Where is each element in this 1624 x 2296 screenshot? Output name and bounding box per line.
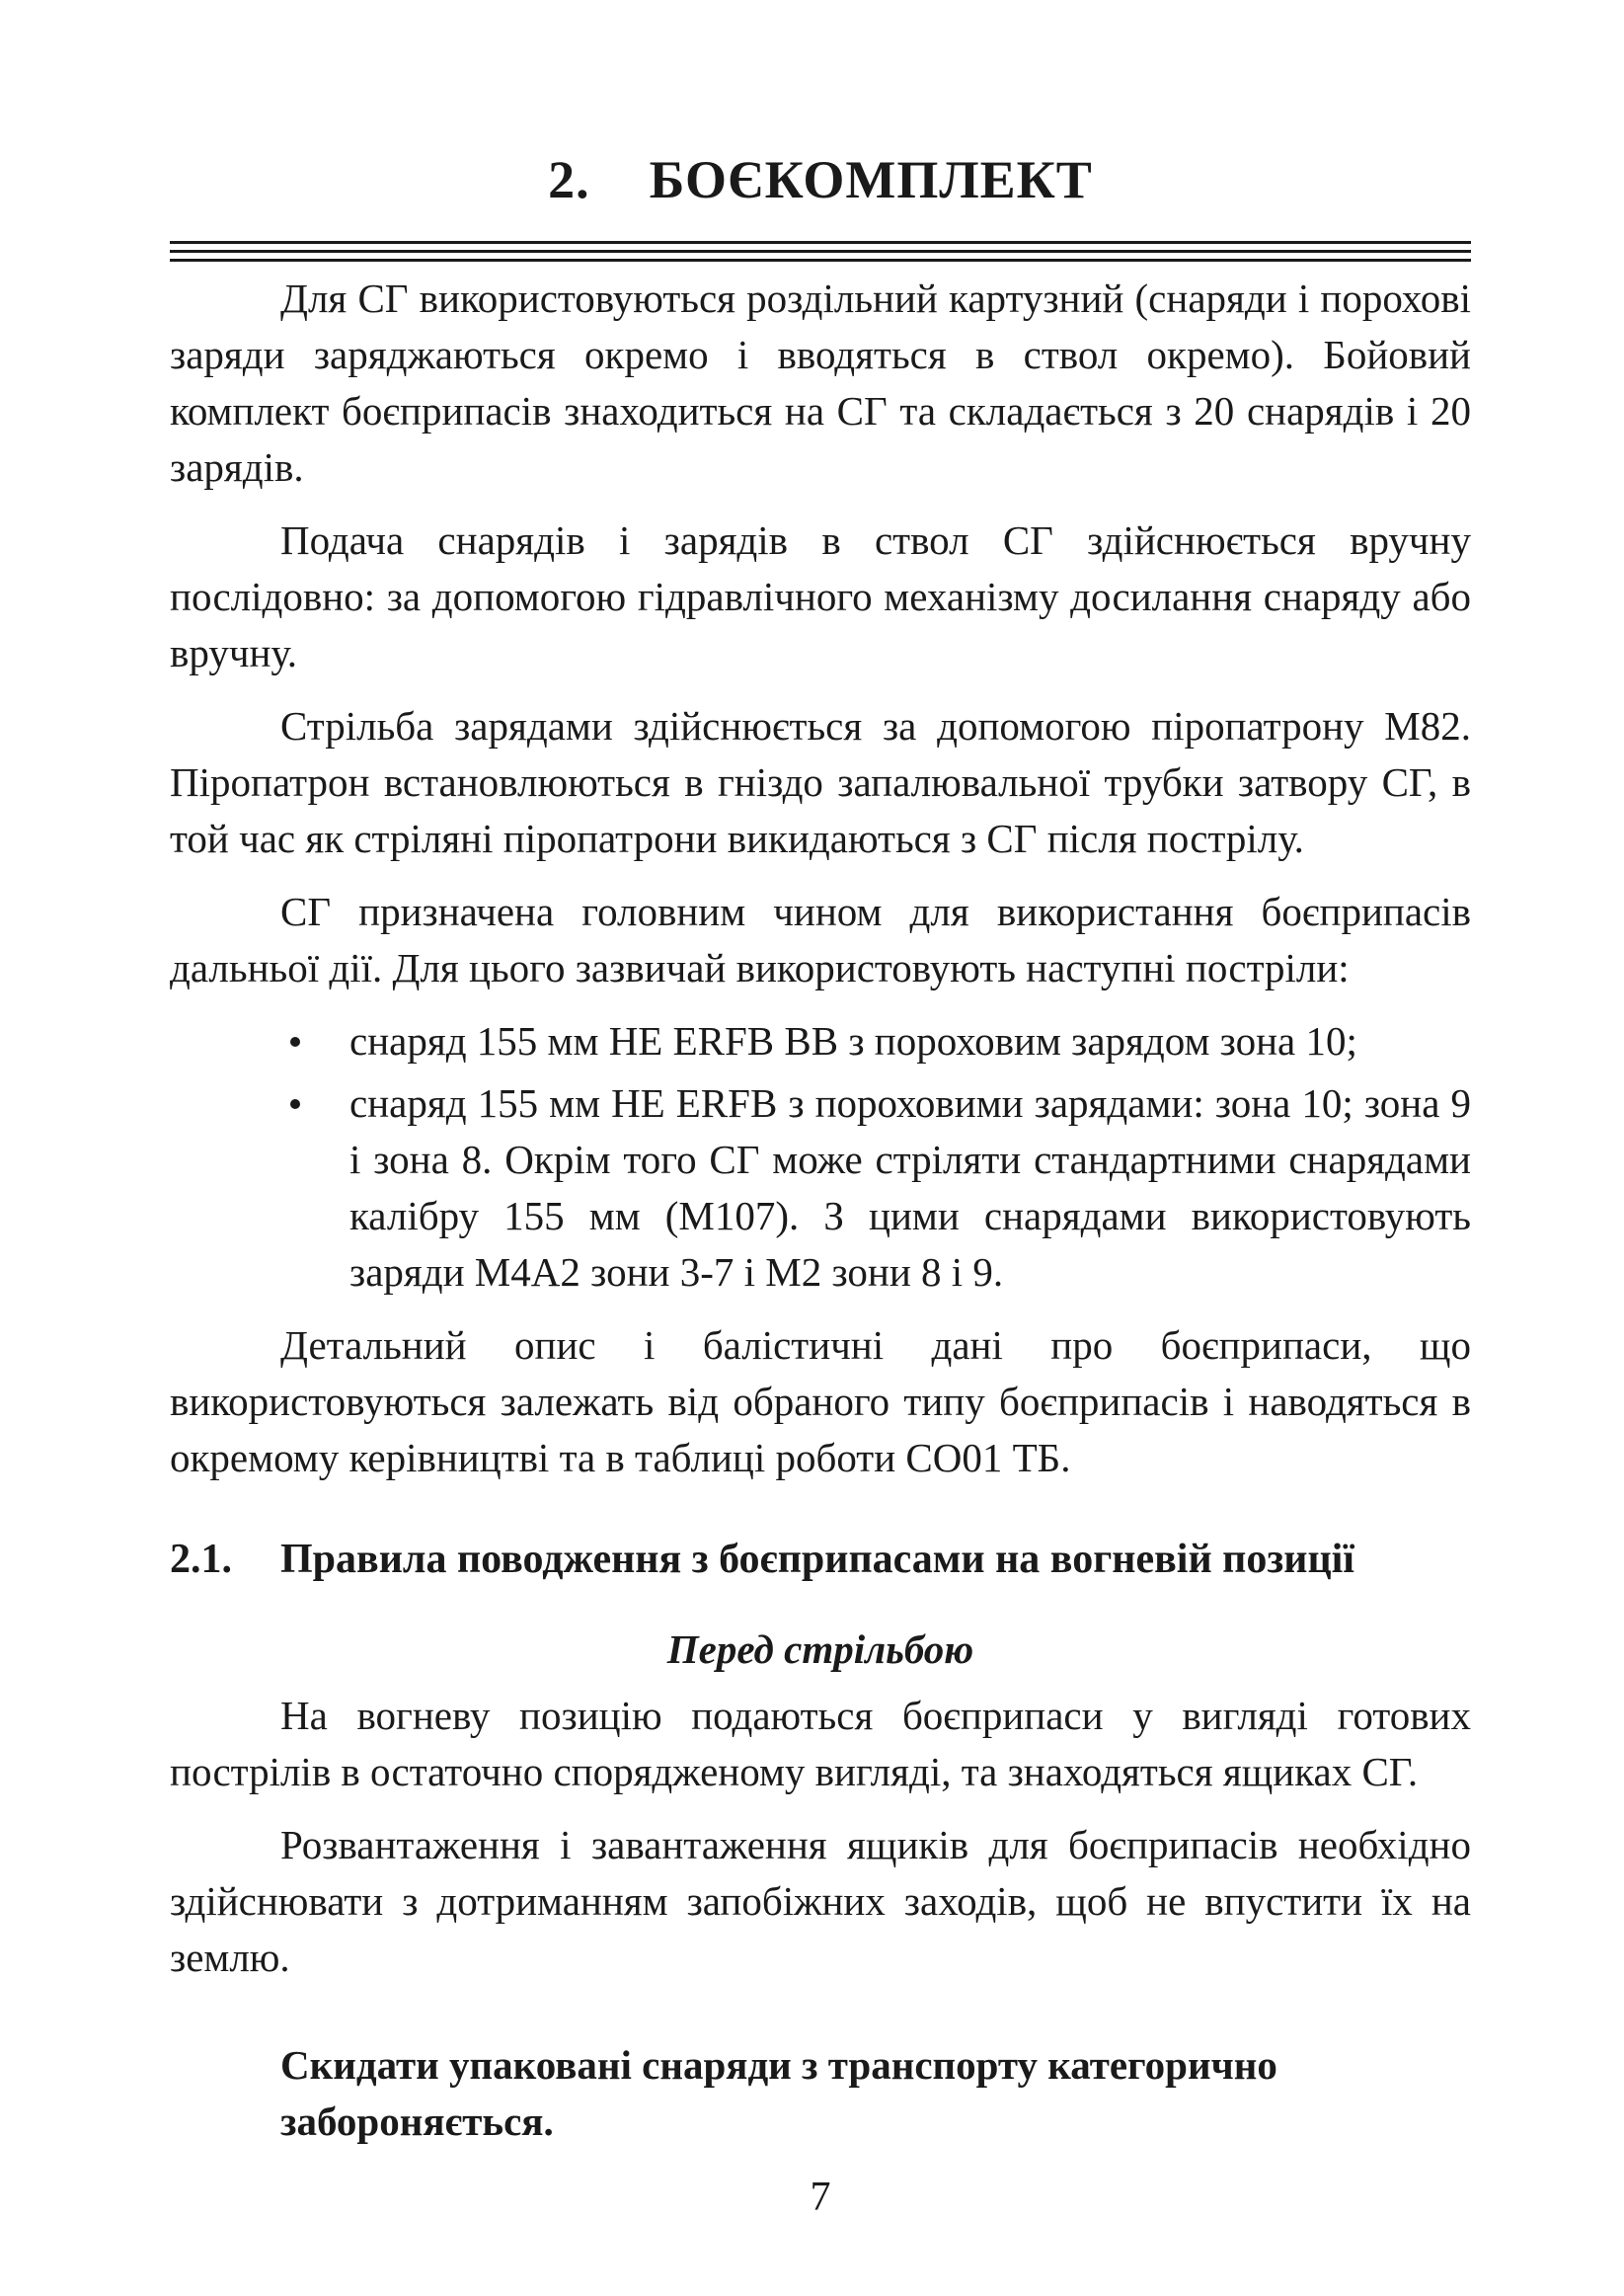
- list-item-text: снаряд 155 мм HE ERFB BB з пороховим зарядом зона 10;: [349, 1018, 1357, 1064]
- chapter-title: [170, 148, 1471, 211]
- subheading: Перед стрільбою: [666, 1626, 974, 1672]
- rounds-list: [170, 1013, 1471, 1301]
- rule-line: [170, 250, 1471, 253]
- list-item: [349, 1013, 1471, 1069]
- rule-line: [170, 259, 1471, 262]
- warning-text: Скидати упаковані снаряди з транспорту категорично забороняється.: [280, 2042, 1277, 2144]
- page-content: [170, 148, 1471, 2220]
- paragraph: Розвантаження і завантаження ящиків для боєприпасів необхідно здійснювати з дотриманням запобіжних заходів, щоб не впустити їх на землю.: [170, 1822, 1471, 1980]
- paragraph: СГ призначена головним чином для використання боєприпасів дальньої дії. Для цього зазвичай використовують наступні постріли:: [170, 889, 1471, 990]
- title-triple-rule: [170, 241, 1471, 263]
- chapter-body: [170, 271, 1471, 1486]
- paragraph: Для СГ використовуються роздільний картузний (снаряди і порохові заряди заряджаються окремо і вводяться в ствол окремо). Бойовий комплект боєприпасів знаходиться на СГ та складається з 20 снарядів і 20 зарядів.: [170, 276, 1471, 490]
- section-body: [170, 1688, 1471, 1986]
- list-item-text: снаряд 155 мм HE ERFB з пороховими зарядами: зона 10; зона 9 і зона 8. Окрім того СГ може стріляти стандартними снарядами калібру 155 мм (M107). З цими снарядами використовують заряди M4A2 зони 3-7 і M2 зони 8 і 9.: [349, 1080, 1471, 1295]
- bullet-icon: [290, 1099, 300, 1109]
- paragraph: Подача снарядів і зарядів в ствол СГ здійснюється вручну послідовно: за допомогою гідравлічного механізму досилання снаряду або вручну.: [170, 517, 1471, 675]
- bullet-icon: [290, 1037, 300, 1047]
- rule-line: [170, 241, 1471, 244]
- section-number: 2.1.: [170, 1537, 232, 1582]
- paragraph: На вогневу позицію подаються боєприпаси у вигляді готових пострілів в остаточно спорядженому вигляді, та знаходяться ящиках СГ.: [170, 1693, 1471, 1794]
- section-heading: [170, 1532, 1471, 1588]
- page-number: 7: [810, 2175, 831, 2220]
- chapter-title-text: БОЄКОМПЛЕКТ: [649, 150, 1093, 209]
- paragraph: Детальний опис і балістичні дані про боєприпаси, що використовуються залежать від обраного типу боєприпасів і наводяться в окремому керівництві та в таблиці роботи СО01 ТБ.: [170, 1322, 1471, 1480]
- section-title: Правила поводження з боєприпасами на вогневій позиції: [280, 1537, 1354, 1582]
- list-item: [349, 1075, 1471, 1301]
- paragraph: Стрільба зарядами здійснюється за допомогою піропатрону M82. Піропатрон встановлюються в гніздо запалювальної трубки затвору СГ, в той час як стріляні піропатрони викидаються з СГ після пострілу.: [170, 703, 1471, 861]
- chapter-number: 2.: [548, 150, 590, 209]
